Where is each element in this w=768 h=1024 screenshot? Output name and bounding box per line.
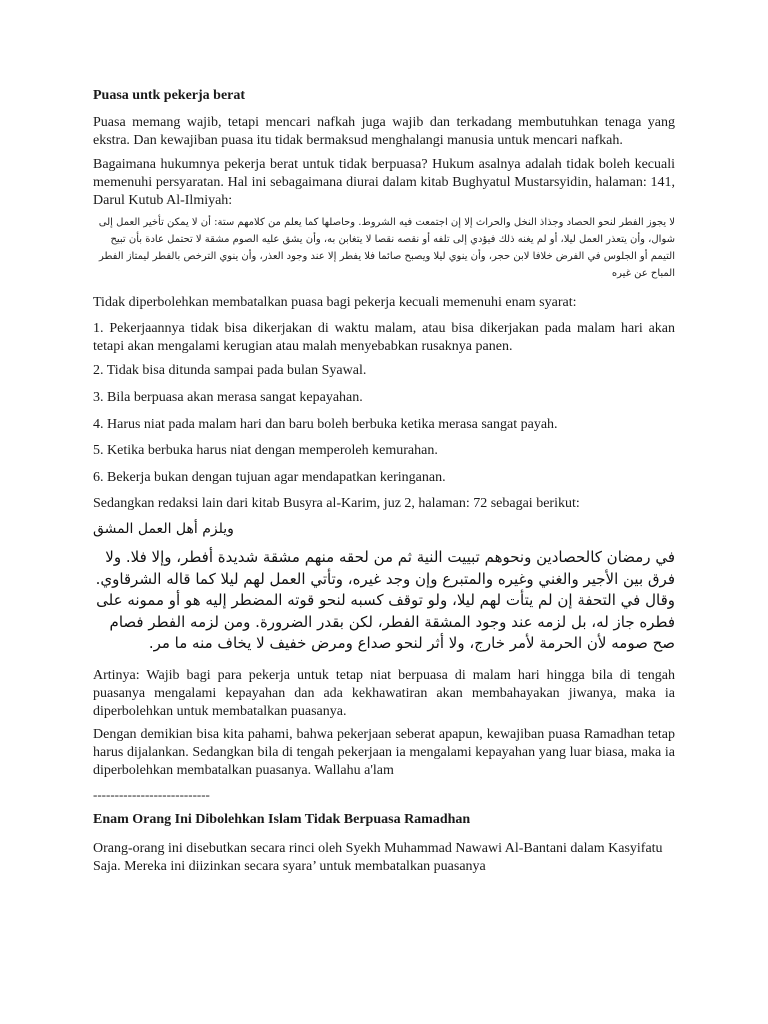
paragraph-translation: Artinya: Wajib bagi para pekerja untuk tetap niat berpuasa di malam hari hingga bila di tengah puasanya mengalami kepayahan dan ada kekhawatiran akan membahayakan jiwanya, maka ia diperbolehkan untuk membatalkan puasanya.: [93, 668, 675, 719]
doc-title: Puasa untk pekerja berat: [93, 88, 246, 103]
paragraph-conditions-intro: Tidak diperbolehkan membatalkan puasa bagi pekerja kecuali memenuhi enam syarat:: [93, 295, 577, 310]
paragraph-question: Bagaimana hukumnya pekerja berat untuk tidak berpuasa? Hukum asalnya adalah tidak boleh kecuali memenuhi persyaratan. Hal ini sebagaimana diurai dalam kitab Bughyatul Mustarsyidin, halaman: 141, Darul Kutub Al-Ilmiyah:: [93, 157, 675, 208]
paragraph-busyra-intro: Sedangkan redaksi lain dari kitab Busyra al-Karim, juz 2, halaman: 72 sebagai berikut:: [93, 496, 580, 511]
paragraph-six-people: Orang-orang ini disebutkan secara rinci oleh Syekh Muhammad Nawawi Al-Bantani dalam Kasyifatu Saja. Mereka ini diizinkan secara syara’ untuk membatalkan puasanya: [93, 841, 663, 874]
list-item: 2. Tidak bisa ditunda sampai pada bulan Syawal.: [93, 363, 367, 378]
list-item: 5. Ketika berbuka harus niat dengan memperoleh kemurahan.: [93, 443, 438, 458]
paragraph-intro: Puasa memang wajib, tetapi mencari nafkah juga wajib dan terkadang membutuhkan tenaga yang ekstra. Dan kewajiban puasa itu tidak bermaksud menghalangi manusia untuk mencari nafkah.: [93, 115, 675, 148]
arabic-quote-busyra: في رمضان كالحصادين ونحوهم تبييت النية ثم من لحقه منهم مشقة شديدة أفطر، وإلا فلا. ولا فرق بين الأجير والغني وغيره والمتبرع وإن وجد غيره، وتأتي العمل لهم ليلا كما قاله الشرقاوي. وقال في التحفة إن لم يتأت لهم ليلا، ولو توقف كسبه لنحو قوته المضطر إليه هو أو ممونه على فطره جاز له، بل لزمه عند وجود المشقة الفطر، لكن بقدر الضرورة. ومن لزمه الفطر فصام صح صومه لأن الحرمة لأمر خارج، ولا أثر لنحو صداع ومرض خفيف لا يخاف منه ما مر.: [95, 548, 675, 652]
arabic-quote-bughyah: لا يجوز الفطر لنحو الحصاد وجذاذ النخل والحراث إلا إن اجتمعت فيه الشروط. وحاصلها كما يعلم من كلامهم ستة: أن لا يمكن تأخير العمل إلى شوال، وأن يتعذر العمل ليلا، أو لم يغنه ذلك فيؤدي إلى تلفه أو نقصه نقصا لا يتغابن به، وأن يشق عليه الصوم مشقة لا تحتمل عادة بأن تبيح التيمم أو الجلوس في الفرض خلافا لابن حجر، وأن ينوي ليلا ويصبح صائما فلا يفطر إلا عند وجود العذر، وأن ينوي الترخص بالفطر ليمتاز الفطر المباح عن غيره: [98, 217, 675, 279]
list-item: 4. Harus niat pada malam hari dan baru boleh berbuka ketika merasa sangat payah.: [93, 417, 558, 432]
section-title: Enam Orang Ini Dibolehkan Islam Tidak Berpuasa Ramadhan: [93, 812, 471, 827]
list-item: 3. Bila berpuasa akan merasa sangat kepayahan.: [93, 390, 363, 405]
paragraph-conclusion: Dengan demikian bisa kita pahami, bahwa pekerjaan seberat apapun, kewajiban puasa Ramadhan tetap harus dijalankan. Sedangkan bila di tengah pekerjaan ia mengalami kepayahan yang luar biasa, maka ia diperbolehkan membatalkan puasanya. Wallahu a'lam: [93, 727, 675, 778]
list-item: 1. Pekerjaannya tidak bisa dikerjakan di waktu malam, atau bisa dikerjakan pada malam hari akan tetapi akan mengalami kerugian atau malah menyebabkan rusaknya panen.: [93, 321, 675, 354]
divider-line: ---------------------------: [93, 787, 210, 802]
list-item: 6. Bekerja bukan dengan tujuan agar mendapatkan keringanan.: [93, 470, 446, 485]
arabic-heading: ويلزم أهل العمل المشق: [93, 521, 234, 537]
